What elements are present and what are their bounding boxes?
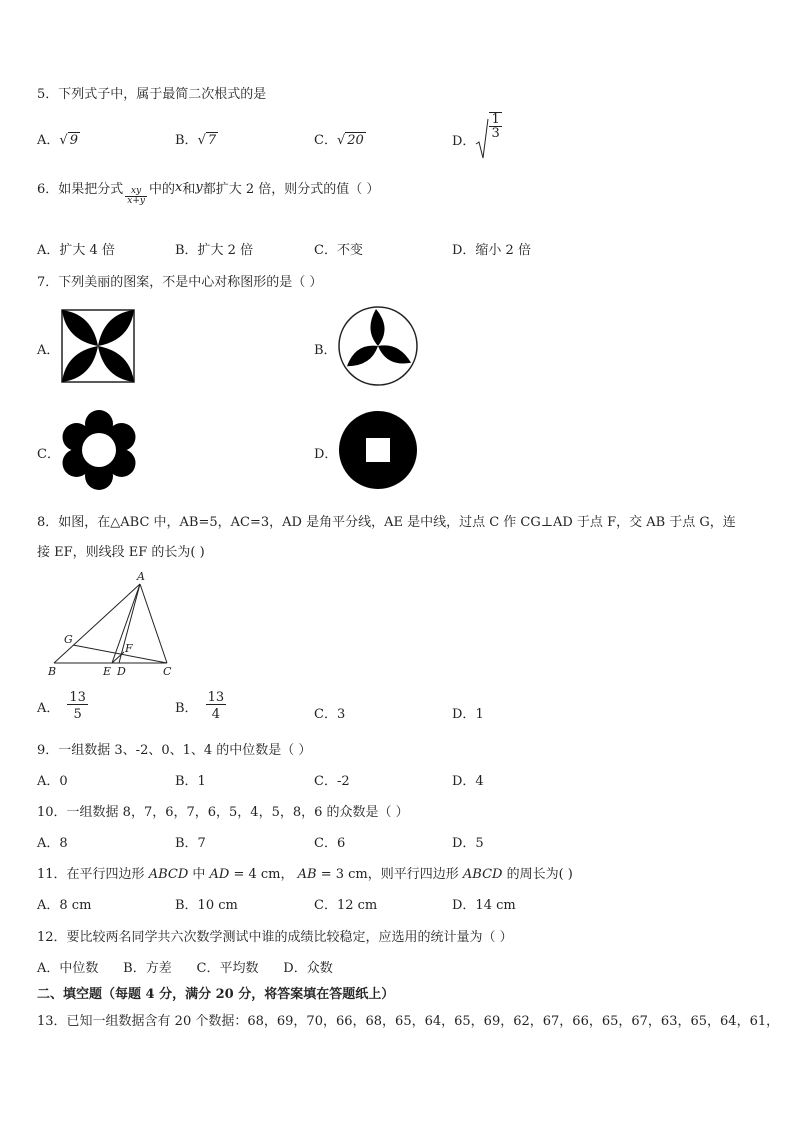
label-f: F bbox=[125, 642, 133, 655]
q10-option-b: B．7 bbox=[175, 836, 206, 851]
q7-label-d: D． bbox=[314, 447, 338, 462]
q8-option-a: A． $\frac{13}{5}$ bbox=[37, 690, 86, 722]
q13-stem: 13．已知一组数据含有 20 个数据：68，69，70，66，68，65，64，65，69，62，67，66，65，67，63，65，64，61， bbox=[37, 1014, 780, 1029]
q11-stem: 11．在平行四边形 ABCD 中 AD = 4 cm， AB = 3 cm，则平行四边形 ABCD 的周长为( ) bbox=[37, 867, 573, 882]
q10-option-a: A．8 bbox=[37, 836, 68, 851]
q9-option-a: A．0 bbox=[37, 774, 68, 789]
q5-option-c: C． √ 20 bbox=[314, 133, 364, 148]
label-b: B bbox=[48, 665, 57, 678]
q5-option-a: A． √ 9 bbox=[37, 133, 78, 148]
q11-option-a: A．8 cm bbox=[37, 898, 92, 913]
q10-option-d: D．5 bbox=[452, 836, 484, 851]
triangle-figure bbox=[44, 568, 184, 680]
q8-option-d: D．1 bbox=[452, 707, 484, 722]
q7-label-b: B． bbox=[314, 343, 337, 358]
q7-stem: 7．下列美丽的图案，不是中心对称图形的是（ ） bbox=[37, 275, 323, 290]
q10-stem: 10．一组数据 8，7，6，7，6，5，4，5，8，6 的众数是（ ） bbox=[37, 805, 409, 820]
big-sqrt-icon bbox=[475, 118, 489, 160]
sqrt-symbol: √ 9 bbox=[59, 133, 78, 148]
q10-option-c: C．6 bbox=[314, 836, 346, 851]
q5-stem: 5．下列式子中，属于最简二次根式的是 bbox=[37, 87, 267, 102]
q8-line1: 8．如图，在△ABC 中，AB=5，AC=3，AD 是角平分线，AE 是中线，过点 C 作 CG⊥AD 于点 F，交 AB 于点 G，连 bbox=[37, 515, 736, 530]
section2-title: 二、填空题（每题 4 分，满分 20 分，将答案填在答题纸上） bbox=[37, 987, 395, 1002]
label-a: A bbox=[137, 570, 145, 583]
q8-option-c: C．3 bbox=[314, 707, 346, 722]
q8-option-b: B． $\frac{13}{4}$ bbox=[175, 690, 225, 722]
q11-option-b: B．10 cm bbox=[175, 898, 238, 913]
q12-stem: 12．要比较两名同学共六次数学测试中谁的成绩比较稳定，应选用的统计量为（ ） bbox=[37, 930, 513, 945]
q8-line2: 接 EF，则线段 EF 的长为( ) bbox=[37, 545, 205, 560]
flower-pattern-icon bbox=[59, 408, 139, 492]
four-petal-pattern-icon bbox=[61, 309, 135, 383]
q11-option-d: D．14 cm bbox=[452, 898, 516, 913]
q6-option-c: C．不变 bbox=[314, 243, 363, 258]
label-d: D bbox=[117, 665, 126, 678]
q8-option-a-fraction: $\frac{13}{5}$ bbox=[69, 690, 86, 722]
q5-option-d: D． $\frac{1}{3}$ bbox=[452, 118, 502, 160]
q8-option-b-fraction: $\frac{13}{4}$ bbox=[207, 690, 225, 722]
label-c: C bbox=[163, 665, 172, 678]
q5-option-b: B． √ 7 bbox=[175, 133, 217, 148]
q9-option-c: C．-2 bbox=[314, 774, 350, 789]
q12-options: A．中位数 B．方差 C．平均数 D．众数 bbox=[37, 961, 333, 976]
q6-option-a: A．扩大 4 倍 bbox=[37, 243, 115, 258]
q9-stem: 9．一组数据 3、-2、0、1、4 的中位数是（ ） bbox=[37, 743, 312, 758]
label-e: E bbox=[103, 665, 112, 678]
q6-fraction: $\frac{xy}{x+y}$ bbox=[127, 186, 145, 206]
label-g: G bbox=[64, 633, 73, 646]
q9-option-b: B．1 bbox=[175, 774, 206, 789]
sqrt-symbol: √ 20 bbox=[336, 133, 364, 148]
q6-option-b: B．扩大 2 倍 bbox=[175, 243, 254, 258]
q7-label-a: A． bbox=[37, 343, 60, 358]
q6-option-d: D．缩小 2 倍 bbox=[452, 243, 531, 258]
q6-stem: 6．如果把分式 $\frac{xy}{x+y}$ 中的 x 和 y 都扩大 2 倍，则分式的值（ ） bbox=[37, 180, 380, 206]
coin-pattern-icon bbox=[338, 409, 418, 491]
three-petal-pattern-icon bbox=[337, 305, 419, 387]
q11-option-c: C．12 cm bbox=[314, 898, 378, 913]
q7-label-c: C． bbox=[37, 447, 60, 462]
q9-option-d: D．4 bbox=[452, 774, 484, 789]
q5-option-d-fraction: $\frac{1}{3}$ bbox=[491, 112, 500, 141]
sqrt-symbol: √ 7 bbox=[197, 133, 217, 148]
